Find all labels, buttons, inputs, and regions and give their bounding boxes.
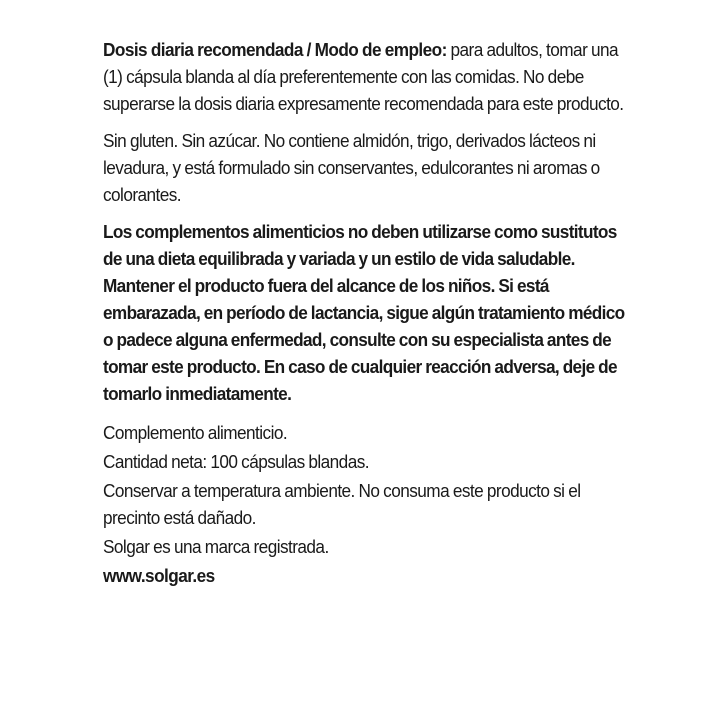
dosage-paragraph [103,36,625,117]
warning-paragraph: Los complementos alimenticios no deben utilizarse como sustitutos de una dieta equilibrada y variada y un estilo de vida saludable. Mantener el producto fuera del alcance de los niños. Si está embarazada, en período de lactancia, sigue algún tratamiento médico o padece alguna enfermedad, consulte con su especialista antes de tomar este producto. En caso de cualquier reacción adversa, deje de tomarlo inmediatamente. [103,221,625,404]
free-from-paragraph: Sin gluten. Sin azúcar. No contiene almidón, trigo, derivados lácteos ni levadura, y está formulado sin conservantes, edulcorantes ni aromas o colorantes. [103,130,600,205]
category-line: Complemento alimenticio. [103,422,288,443]
dosage-text: para adultos, tomar una (1) cápsula blanda al día preferentemente con las comidas. No debe superarse la dosis diaria expresamente recomendada para este producto. [103,39,624,114]
storage-paragraph: Conservar a temperatura ambiente. No consuma este producto si el precinto está dañado. [103,480,581,528]
net-quantity-line: Cantidad neta: 100 cápsulas blandas. [103,451,369,472]
website-link[interactable]: www.solgar.es [103,565,215,586]
trademark-line: Solgar es una marca registrada. [103,536,329,557]
dosage-heading: Dosis diaria recomendada / Modo de empleo: [103,39,447,60]
label-text [103,36,623,599]
